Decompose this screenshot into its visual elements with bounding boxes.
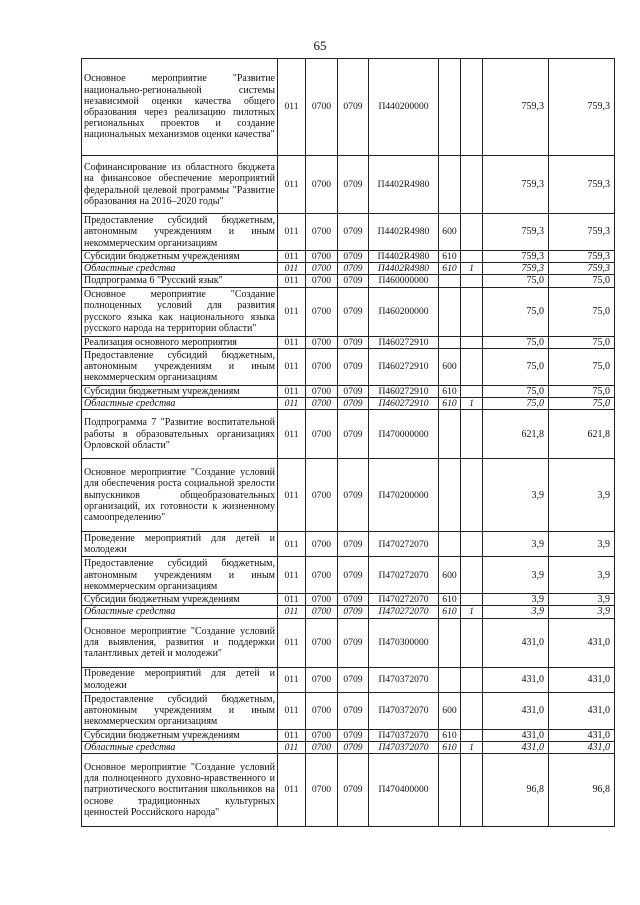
row-name-cell: Основное мероприятие "Создание условий для полноценного духовно-нравственного и патриотического воспитания школьников на основе традиционных культурных ценностей Российского народа" xyxy=(82,754,278,827)
funding-source-cell xyxy=(461,275,483,287)
expense-type-cell xyxy=(439,287,461,336)
target-article-cell: П470372070 xyxy=(369,741,439,753)
grbs-code-cell: 011 xyxy=(278,667,306,692)
expense-type-cell xyxy=(439,156,461,214)
amount-cell: 431,0 xyxy=(483,618,549,667)
table-row xyxy=(82,275,615,287)
subsection-code-cell: 0709 xyxy=(338,532,369,557)
expense-type-cell xyxy=(439,275,461,287)
table-row xyxy=(82,385,615,397)
expense-type-cell: 600 xyxy=(439,692,461,729)
section-code-cell: 0700 xyxy=(306,606,338,618)
amount-cell: 431,0 xyxy=(483,741,549,753)
target-article-cell: П470272070 xyxy=(369,606,439,618)
amount-cell: 431,0 xyxy=(483,729,549,741)
row-name-cell: Областные средства xyxy=(82,606,278,618)
expense-type-cell xyxy=(439,459,461,532)
target-article-cell: П4402R4980 xyxy=(369,263,439,275)
amount-cell: 3,9 xyxy=(483,459,549,532)
amount-cell-2: 621,8 xyxy=(549,410,615,459)
table-row xyxy=(82,214,615,251)
grbs-code-cell: 011 xyxy=(278,606,306,618)
amount-cell-2: 75,0 xyxy=(549,336,615,348)
target-article-cell: П4402R4980 xyxy=(369,251,439,263)
funding-source-cell xyxy=(461,156,483,214)
amount-cell: 759,3 xyxy=(483,263,549,275)
target-article-cell: П470372070 xyxy=(369,729,439,741)
amount-cell: 75,0 xyxy=(483,385,549,397)
amount-cell: 431,0 xyxy=(483,667,549,692)
amount-cell-2: 3,9 xyxy=(549,557,615,594)
target-article-cell: П470272070 xyxy=(369,557,439,594)
section-code-cell: 0700 xyxy=(306,398,338,410)
amount-cell: 75,0 xyxy=(483,336,549,348)
grbs-code-cell: 011 xyxy=(278,741,306,753)
section-code-cell: 0700 xyxy=(306,754,338,827)
target-article-cell: П470272070 xyxy=(369,594,439,606)
grbs-code-cell: 011 xyxy=(278,214,306,251)
target-article-cell: П470400000 xyxy=(369,754,439,827)
expense-type-cell xyxy=(439,59,461,156)
section-code-cell: 0700 xyxy=(306,275,338,287)
subsection-code-cell: 0709 xyxy=(338,251,369,263)
target-article-cell: П460272910 xyxy=(369,336,439,348)
subsection-code-cell: 0709 xyxy=(338,385,369,397)
funding-source-cell xyxy=(461,348,483,385)
subsection-code-cell: 0709 xyxy=(338,729,369,741)
funding-source-cell: 1 xyxy=(461,263,483,275)
subsection-code-cell: 0709 xyxy=(338,59,369,156)
subsection-code-cell: 0709 xyxy=(338,741,369,753)
funding-source-cell xyxy=(461,385,483,397)
funding-source-cell: 1 xyxy=(461,398,483,410)
table-row xyxy=(82,287,615,336)
row-name-cell: Субсидии бюджетным учреждениям xyxy=(82,385,278,397)
expense-type-cell: 610 xyxy=(439,729,461,741)
table-row xyxy=(82,692,615,729)
section-code-cell: 0700 xyxy=(306,459,338,532)
subsection-code-cell: 0709 xyxy=(338,263,369,275)
row-name-cell: Основное мероприятие "Создание полноценных условий для развития русского языка как национального языка русского народа на территории области" xyxy=(82,287,278,336)
grbs-code-cell: 011 xyxy=(278,557,306,594)
amount-cell-2: 3,9 xyxy=(549,532,615,557)
expense-type-cell: 600 xyxy=(439,214,461,251)
subsection-code-cell: 0709 xyxy=(338,618,369,667)
amount-cell-2: 431,0 xyxy=(549,667,615,692)
amount-cell: 3,9 xyxy=(483,557,549,594)
grbs-code-cell: 011 xyxy=(278,251,306,263)
grbs-code-cell: 011 xyxy=(278,156,306,214)
funding-source-cell: 1 xyxy=(461,741,483,753)
funding-source-cell xyxy=(461,214,483,251)
table-row xyxy=(82,729,615,741)
section-code-cell: 0700 xyxy=(306,594,338,606)
amount-cell-2: 759,3 xyxy=(549,214,615,251)
table-row xyxy=(82,156,615,214)
grbs-code-cell: 011 xyxy=(278,754,306,827)
expense-type-cell: 610 xyxy=(439,251,461,263)
amount-cell: 75,0 xyxy=(483,348,549,385)
grbs-code-cell: 011 xyxy=(278,348,306,385)
subsection-code-cell: 0709 xyxy=(338,410,369,459)
budget-table xyxy=(81,58,615,827)
table-row xyxy=(82,263,615,275)
amount-cell: 759,3 xyxy=(483,251,549,263)
row-name-cell: Областные средства xyxy=(82,398,278,410)
row-name-cell: Реализация основного мероприятия xyxy=(82,336,278,348)
amount-cell-2: 75,0 xyxy=(549,398,615,410)
section-code-cell: 0700 xyxy=(306,385,338,397)
amount-cell: 759,3 xyxy=(483,214,549,251)
grbs-code-cell: 011 xyxy=(278,263,306,275)
section-code-cell: 0700 xyxy=(306,667,338,692)
grbs-code-cell: 011 xyxy=(278,275,306,287)
row-name-cell: Предоставление субсидий бюджетным, автономным учреждениям и иным некоммерческим организациям xyxy=(82,214,278,251)
table-row xyxy=(82,667,615,692)
expense-type-cell: 610 xyxy=(439,385,461,397)
expense-type-cell: 610 xyxy=(439,606,461,618)
table-row xyxy=(82,532,615,557)
amount-cell-2: 431,0 xyxy=(549,741,615,753)
amount-cell: 3,9 xyxy=(483,606,549,618)
funding-source-cell xyxy=(461,59,483,156)
target-article-cell: П470300000 xyxy=(369,618,439,667)
expense-type-cell xyxy=(439,754,461,827)
subsection-code-cell: 0709 xyxy=(338,459,369,532)
amount-cell-2: 75,0 xyxy=(549,348,615,385)
table-body xyxy=(82,59,615,827)
amount-cell-2: 75,0 xyxy=(549,287,615,336)
expense-type-cell: 610 xyxy=(439,263,461,275)
section-code-cell: 0700 xyxy=(306,336,338,348)
target-article-cell: П460272910 xyxy=(369,398,439,410)
expense-type-cell xyxy=(439,532,461,557)
subsection-code-cell: 0709 xyxy=(338,398,369,410)
section-code-cell: 0700 xyxy=(306,557,338,594)
grbs-code-cell: 011 xyxy=(278,459,306,532)
expense-type-cell: 610 xyxy=(439,594,461,606)
subsection-code-cell: 0709 xyxy=(338,348,369,385)
table-row xyxy=(82,251,615,263)
target-article-cell: П4402R4980 xyxy=(369,214,439,251)
amount-cell-2: 431,0 xyxy=(549,618,615,667)
section-code-cell: 0700 xyxy=(306,729,338,741)
target-article-cell: П4402R4980 xyxy=(369,156,439,214)
grbs-code-cell: 011 xyxy=(278,385,306,397)
subsection-code-cell: 0709 xyxy=(338,667,369,692)
grbs-code-cell: 011 xyxy=(278,410,306,459)
grbs-code-cell: 011 xyxy=(278,532,306,557)
section-code-cell: 0700 xyxy=(306,59,338,156)
row-name-cell: Предоставление субсидий бюджетным, автономным учреждениям и иным некоммерческим организациям xyxy=(82,348,278,385)
amount-cell-2: 759,3 xyxy=(549,263,615,275)
amount-cell-2: 759,3 xyxy=(549,156,615,214)
section-code-cell: 0700 xyxy=(306,214,338,251)
grbs-code-cell: 011 xyxy=(278,336,306,348)
row-name-cell: Субсидии бюджетным учреждениям xyxy=(82,729,278,741)
section-code-cell: 0700 xyxy=(306,618,338,667)
target-article-cell: П460000000 xyxy=(369,275,439,287)
amount-cell: 431,0 xyxy=(483,692,549,729)
table-row xyxy=(82,336,615,348)
amount-cell-2: 75,0 xyxy=(549,275,615,287)
row-name-cell: Субсидии бюджетным учреждениям xyxy=(82,251,278,263)
target-article-cell: П460272910 xyxy=(369,348,439,385)
amount-cell: 75,0 xyxy=(483,287,549,336)
expense-type-cell: 610 xyxy=(439,398,461,410)
target-article-cell: П440200000 xyxy=(369,59,439,156)
table-row xyxy=(82,459,615,532)
target-article-cell: П470200000 xyxy=(369,459,439,532)
funding-source-cell xyxy=(461,754,483,827)
target-article-cell: П470372070 xyxy=(369,692,439,729)
subsection-code-cell: 0709 xyxy=(338,557,369,594)
funding-source-cell xyxy=(461,532,483,557)
subsection-code-cell: 0709 xyxy=(338,594,369,606)
amount-cell: 75,0 xyxy=(483,398,549,410)
page-number: 65 xyxy=(313,38,327,53)
amount-cell-2: 3,9 xyxy=(549,594,615,606)
funding-source-cell xyxy=(461,251,483,263)
subsection-code-cell: 0709 xyxy=(338,214,369,251)
row-name-cell: Подпрограмма 6 "Русский язык" xyxy=(82,275,278,287)
funding-source-cell: 1 xyxy=(461,606,483,618)
row-name-cell: Проведение мероприятий для детей и молодежи xyxy=(82,532,278,557)
expense-type-cell xyxy=(439,410,461,459)
amount-cell-2: 96,8 xyxy=(549,754,615,827)
subsection-code-cell: 0709 xyxy=(338,287,369,336)
grbs-code-cell: 011 xyxy=(278,594,306,606)
funding-source-cell xyxy=(461,557,483,594)
row-name-cell: Основное мероприятие "Создание условий для выявления, развития и поддержки талантливых детей и молодежи" xyxy=(82,618,278,667)
amount-cell: 621,8 xyxy=(483,410,549,459)
row-name-cell: Предоставление субсидий бюджетным, автономным учреждениям и иным некоммерческим организациям xyxy=(82,692,278,729)
row-name-cell: Основное мероприятие "Развитие национально-региональной системы независимой оценки качества общего образования через реализацию пилотных региональных проектов и создание национальных механизмов оценки качества" xyxy=(82,59,278,156)
section-code-cell: 0700 xyxy=(306,348,338,385)
subsection-code-cell: 0709 xyxy=(338,275,369,287)
row-name-cell: Подпрограмма 7 "Развитие воспитательной работы в образовательных организациях Орловской области" xyxy=(82,410,278,459)
target-article-cell: П470372070 xyxy=(369,667,439,692)
subsection-code-cell: 0709 xyxy=(338,606,369,618)
section-code-cell: 0700 xyxy=(306,692,338,729)
amount-cell: 96,8 xyxy=(483,754,549,827)
table-row xyxy=(82,557,615,594)
row-name-cell: Областные средства xyxy=(82,263,278,275)
subsection-code-cell: 0709 xyxy=(338,692,369,729)
amount-cell: 3,9 xyxy=(483,532,549,557)
grbs-code-cell: 011 xyxy=(278,729,306,741)
section-code-cell: 0700 xyxy=(306,741,338,753)
amount-cell-2: 431,0 xyxy=(549,729,615,741)
grbs-code-cell: 011 xyxy=(278,287,306,336)
table-row xyxy=(82,410,615,459)
expense-type-cell: 600 xyxy=(439,557,461,594)
expense-type-cell: 600 xyxy=(439,348,461,385)
funding-source-cell xyxy=(461,729,483,741)
grbs-code-cell: 011 xyxy=(278,692,306,729)
funding-source-cell xyxy=(461,594,483,606)
section-code-cell: 0700 xyxy=(306,287,338,336)
amount-cell-2: 431,0 xyxy=(549,692,615,729)
table-row xyxy=(82,741,615,753)
row-name-cell: Областные средства xyxy=(82,741,278,753)
funding-source-cell xyxy=(461,618,483,667)
grbs-code-cell: 011 xyxy=(278,59,306,156)
amount-cell: 3,9 xyxy=(483,594,549,606)
amount-cell-2: 3,9 xyxy=(549,606,615,618)
row-name-cell: Субсидии бюджетным учреждениям xyxy=(82,594,278,606)
table-row xyxy=(82,594,615,606)
grbs-code-cell: 011 xyxy=(278,398,306,410)
row-name-cell: Проведение мероприятий для детей и молодежи xyxy=(82,667,278,692)
funding-source-cell xyxy=(461,459,483,532)
grbs-code-cell: 011 xyxy=(278,618,306,667)
expense-type-cell xyxy=(439,667,461,692)
section-code-cell: 0700 xyxy=(306,156,338,214)
amount-cell-2: 759,3 xyxy=(549,59,615,156)
funding-source-cell xyxy=(461,336,483,348)
table-row xyxy=(82,59,615,156)
table-row xyxy=(82,754,615,827)
target-article-cell: П460200000 xyxy=(369,287,439,336)
amount-cell: 759,3 xyxy=(483,59,549,156)
funding-source-cell xyxy=(461,410,483,459)
subsection-code-cell: 0709 xyxy=(338,336,369,348)
section-code-cell: 0700 xyxy=(306,263,338,275)
table-row xyxy=(82,398,615,410)
expense-type-cell xyxy=(439,618,461,667)
subsection-code-cell: 0709 xyxy=(338,156,369,214)
target-article-cell: П470000000 xyxy=(369,410,439,459)
funding-source-cell xyxy=(461,692,483,729)
target-article-cell: П470272070 xyxy=(369,532,439,557)
table-row xyxy=(82,606,615,618)
amount-cell: 759,3 xyxy=(483,156,549,214)
target-article-cell: П460272910 xyxy=(369,385,439,397)
funding-source-cell xyxy=(461,287,483,336)
section-code-cell: 0700 xyxy=(306,410,338,459)
row-name-cell: Основное мероприятие "Создание условий для обеспечения роста социальной зрелости выпускников общеобразовательных организаций, их готовности к жизненному самоопределению" xyxy=(82,459,278,532)
row-name-cell: Софинансирование из областного бюджета на финансовое обеспечение мероприятий федеральной целевой программы "Развитие образования на 2016–2020 годы" xyxy=(82,156,278,214)
section-code-cell: 0700 xyxy=(306,251,338,263)
section-code-cell: 0700 xyxy=(306,532,338,557)
amount-cell-2: 3,9 xyxy=(549,459,615,532)
amount-cell-2: 759,3 xyxy=(549,251,615,263)
funding-source-cell xyxy=(461,667,483,692)
table-row xyxy=(82,618,615,667)
expense-type-cell: 610 xyxy=(439,741,461,753)
amount-cell: 75,0 xyxy=(483,275,549,287)
table-row xyxy=(82,348,615,385)
expense-type-cell xyxy=(439,336,461,348)
amount-cell-2: 75,0 xyxy=(549,385,615,397)
subsection-code-cell: 0709 xyxy=(338,754,369,827)
row-name-cell: Предоставление субсидий бюджетным, автономным учреждениям и иным некоммерческим организациям xyxy=(82,557,278,594)
